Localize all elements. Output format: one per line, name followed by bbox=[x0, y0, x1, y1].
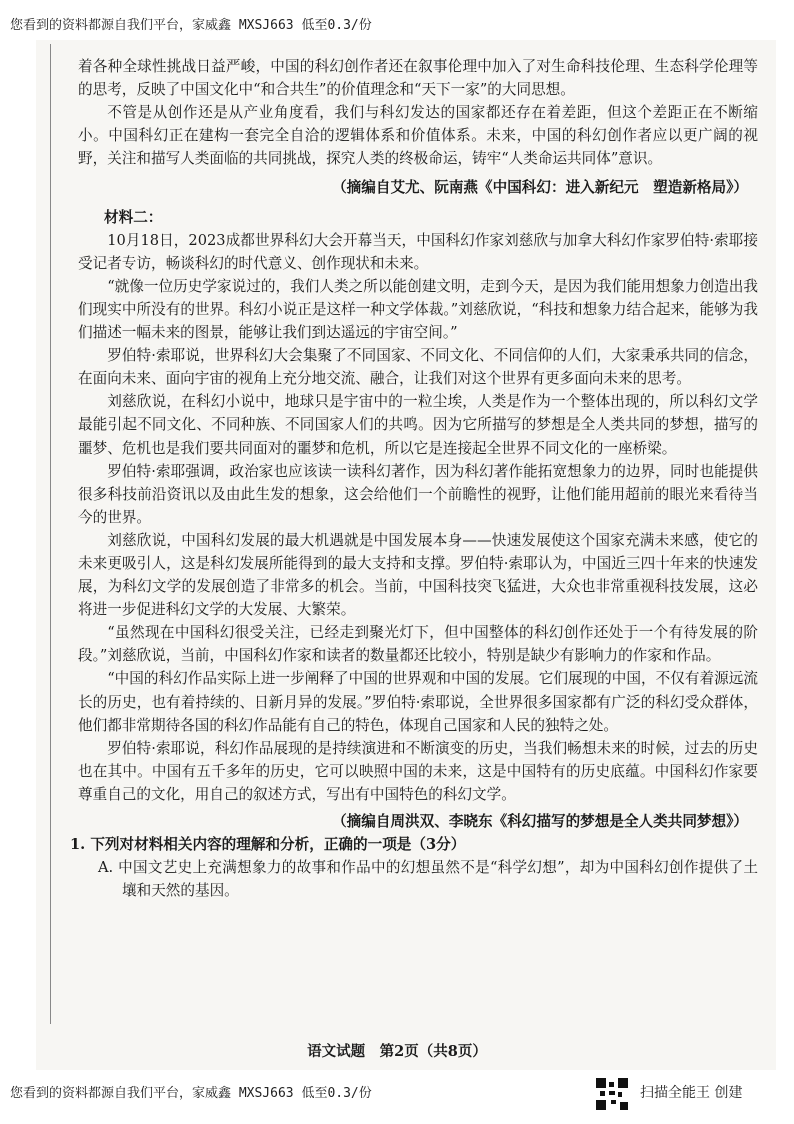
qr-code-icon bbox=[596, 1078, 628, 1110]
paragraph: 罗伯特·索耶强调，政治家也应该读一读科幻著作，因为科幻著作能拓宽想象力的边界，同时也能提供很多科技前沿资讯以及由此生发的想象，这会给他们一个前瞻性的视野，让他们能用超前的眼光来看待当今的世界。 bbox=[78, 462, 758, 526]
paragraph: “中国的科幻作品实际上进一步阐释了中国的世界观和中国的发展。它们展现的中国，不仅有着源远流长的历史，也有着持续的、日新月异的发展。”罗伯特·索耶说，全世界很多国家都有广泛的科幻受众群体，他们都非常期待各国的科幻作品能有自己的特色，体现自己国家和人民的独特之处。 bbox=[78, 670, 758, 734]
question-stem: 1. 下列对材料相关内容的理解和分析，正确的一项是（3分） bbox=[70, 836, 466, 854]
source-citation: （摘编自艾尤、阮南燕《中国科幻：进入新纪元 塑造新格局》） bbox=[332, 179, 748, 197]
source-citation: （摘编自周洪双、李晓东《科幻描写的梦想是全人类共同梦想》） bbox=[332, 813, 748, 830]
scanner-brand-label: 扫描全能王 创建 bbox=[640, 1085, 743, 1101]
paragraph: 罗伯特·索耶说，科幻作品展现的是持续演进和不断演变的历史，当我们畅想未来的时候，过去的历史也在其中。中国有五千多年的历史，它可以映照中国的未来，这是中国特有的历史底蕴。中国科幻作家要尊重自己的文化，用自己的叙述方式，写出有中国特色的科幻文学。 bbox=[78, 739, 758, 803]
paragraph: 不管是从创作还是从产业角度看，我们与科幻发达的国家都还存在着差距，但这个差距正在不断缩小。中国科幻正在建构一套完全自洽的逻辑体系和价值体系。未来，中国的科幻创作者应以更广阔的视野，关注和描写人类面临的共同挑战，探究人类的终极命运，铸牢“人类命运共同体”意识。 bbox=[78, 104, 758, 168]
watermark-top: 您看到的资料都源自我们平台，家威鑫 MXSJ663 低至0.3/份 bbox=[10, 18, 372, 33]
paragraph: 刘慈欣说，在科幻小说中，地球只是宇宙中的一粒尘埃，人类是作为一个整体出现的，所以科幻文学最能引起不同文化、不同种族、不同国家人们的共鸣。因为它所描写的梦想是全人类共同的梦想，描写的噩梦、危机也是我们要共同面对的噩梦和危机，所以它是连接起全世界不同文化的一座桥梁。 bbox=[78, 393, 758, 457]
paragraph: “就像一位历史学家说过的，我们人类之所以能创建文明，走到今天，是因为我们能用想象力创造出我们现实中所没有的世界。科幻小说正是这样一种文学体裁。”刘慈欣说，“科技和想象力结合起来，能够为我们描述一幅未来的图景，能够让我们到达遥远的宇宙空间。” bbox=[78, 277, 758, 342]
watermark-bottom: 您看到的资料都源自我们平台，家威鑫 MXSJ663 低至0.3/份 bbox=[10, 1086, 372, 1101]
paragraph: “虽然现在中国科幻很受关注，已经走到聚光灯下，但中国整体的科幻创作还处于一个有待发展的阶段。”刘慈欣说，当前，中国科幻作家和读者的数量都还比较小，特别是缺少有影响力的作家和作品。 bbox=[78, 624, 758, 665]
material-label: 材料二： bbox=[104, 208, 163, 226]
paragraph: 刘慈欣说，中国科幻发展的最大机遇就是中国发展本身——快速发展使这个国家充满未来感，使它的未来更吸引人，这是科幻发展所能得到的最大支持和支撑。罗伯特·索耶认为，中国近三四十年来的快速发展，为科幻文学的发展创造了非常多的机会。当前，中国科技突飞猛进，大众也非常重视科技发展，这必将进一步促进科幻文学的大发展、大繁荣。 bbox=[78, 531, 758, 619]
question-option-a: A. 中国文艺史上充满想象力的故事和作品中的幻想虽然不是“科学幻想”，却为中国科幻创作提供了土壤和天然的基因。 bbox=[98, 859, 758, 900]
page-footer: 语文试题 第2页（共8页） bbox=[307, 1043, 487, 1060]
paragraph: 10月18日，2023成都世界科幻大会开幕当天，中国科幻作家刘慈欣与加拿大科幻作家罗伯特·索耶接受记者专访，畅谈科幻的时代意义、创作现状和未来。 bbox=[78, 231, 758, 272]
paragraph: 着各种全球性挑战日益严峻，中国的科幻创作者还在叙事伦理中加入了对生命科技伦理、生态科学伦理等的思考，反映了中国文化中“和合共生”的价值理念和“天下一家”的大同思想。 bbox=[78, 58, 758, 99]
margin-line bbox=[50, 44, 51, 1024]
passage bbox=[70, 55, 758, 902]
paragraph: 罗伯特·索耶说，世界科幻大会集聚了不同国家、不同文化、不同信仰的人们，大家秉承共同的信念，在面向未来、面向宇宙的视角上充分地交流、融合，让我们对这个世界有更多面向未来的思考。 bbox=[78, 347, 758, 388]
